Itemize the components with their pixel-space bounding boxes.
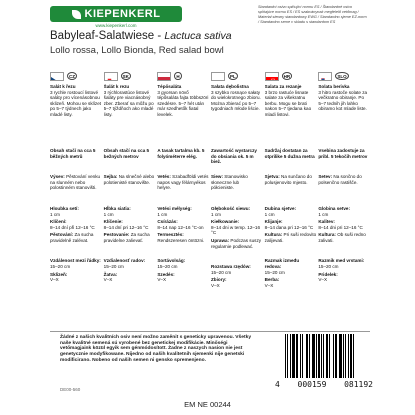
description-block: [50, 84, 102, 146]
spacing-label: Rozstawa rzędów:: [211, 263, 251, 269]
ean-right-group: 081192: [344, 380, 373, 389]
lang-description: 3 rychle rostoucí listové saláty pro vícenásobnou sklizeň. Mohou se sklízet po 5–7 týdnech jako mladé listy.: [50, 89, 102, 117]
germination-value: 8–14 dni w temp. 12–16 °C: [211, 224, 261, 236]
sowing-section: [50, 174, 102, 204]
contents-text: A tasak tartalma kb. 5 folyóméterre elég.: [157, 148, 205, 159]
flag-cz-icon: [50, 72, 64, 81]
sowing-section: [318, 174, 370, 204]
column-sk: [104, 84, 156, 288]
flag-hr-icon: [265, 72, 279, 81]
germination-value: 8–14 dní při 12–16 °C: [50, 224, 95, 230]
column-pl: [211, 84, 263, 288]
variety-list: Lollo rossa, Lollo Bionda, Red salad bowl: [50, 45, 224, 56]
germination-section: [157, 219, 209, 230]
country-code: SLO: [337, 73, 347, 79]
germination-label: Klíčení:: [50, 219, 67, 225]
spacing-label: Vzdálenost mezi řádky:: [50, 258, 101, 264]
harvest-value: V–X: [50, 277, 59, 283]
standard-seed-text: Standardní osivo splňující normu ES / Štandardné osivo spĺňajúce normu ES / ES szabványnak megfelelő vetőmag / Materiał siewny standardowy EWG / Standardno sjeme EZ-norm / Standardno seme v skladu s standardom ES: [258, 5, 367, 24]
sowing-label: Sjetva:: [264, 174, 280, 179]
spacing-value: 15–20 cm: [50, 263, 71, 269]
spacing-section: [157, 258, 209, 269]
sowing-label: Setev:: [318, 174, 333, 179]
column-hr: [265, 84, 317, 288]
harvest-section: [318, 272, 370, 283]
care-section: [157, 232, 209, 256]
contents-text: Obsah stačí na cca 5 bežných metrov: [103, 148, 150, 159]
spacing-section: [265, 258, 317, 275]
lang-product-name: Solata berivka: [318, 84, 350, 89]
lang-description: 3 hitro rastoče solate za večkratno obiranje. Po 5–7 tednih jih lahko obiramo kot mlade liste.: [318, 89, 368, 112]
contents-text: Vsebina zadostuje za pribl. 5 tekočih metrov: [318, 148, 368, 159]
logo-badge: [50, 6, 182, 22]
care-label: Uprawa:: [211, 237, 230, 243]
depth-section: [50, 206, 102, 217]
spacing-section: [211, 264, 263, 275]
flag-cell-hr: [265, 70, 317, 82]
language-flags-row: [50, 70, 370, 82]
flag-cell-si: [318, 70, 370, 82]
germination-section: [265, 219, 317, 230]
sowing-section: [265, 174, 317, 204]
flag-si-icon: [318, 72, 332, 81]
sowing-text: Na sončno do polsenčno rastišče.: [318, 174, 362, 185]
depth-label: Dubina sjetve:: [264, 206, 297, 211]
care-text: Pri suši redovito zalijevati.: [264, 232, 317, 243]
flag-cell-cz: [50, 70, 102, 82]
harvest-label: Žatva:: [103, 271, 118, 277]
harvest-label: Zbiory:: [211, 277, 227, 283]
lang-product-name: Sałata dębolistna: [211, 84, 249, 89]
spacing-label: Razmak između redova:: [264, 258, 300, 269]
germination-section: [104, 219, 156, 230]
germination-value: 8–14 dní pri 12–16 °C: [103, 224, 149, 230]
care-text: Podczas suszy regularnie podlewać.: [211, 237, 262, 249]
country-code: HR: [283, 73, 291, 79]
barcode-bars: [285, 334, 371, 378]
description-block: [211, 84, 263, 146]
care-label: Kultura:: [318, 232, 336, 238]
harvest-label: Szedés:: [157, 271, 175, 277]
harvest-label: Pridelek:: [318, 271, 338, 277]
description-block: [104, 84, 156, 146]
barcode-bar: [354, 334, 357, 378]
latin-name: Lactuca sativa: [164, 30, 232, 42]
care-text: Za sucha pravidelně zalévat.: [50, 232, 94, 243]
harvest-value: V–X: [157, 277, 167, 283]
germination-label: Kiełkowanie:: [211, 219, 240, 225]
contents-text: Zawartość wystarczy do obsiania ok. 5 m bież.: [211, 148, 257, 165]
harvest-value: V–X: [211, 282, 220, 288]
flag-sk-icon: [104, 72, 118, 81]
spacing-section: [104, 258, 156, 269]
ean-left-group: 000159: [297, 380, 327, 389]
spacing-value: 15–20 cm: [318, 263, 339, 269]
leaf-icon: [72, 10, 81, 19]
germination-value: 8–14 nap 12–16 °C-on: [157, 224, 204, 230]
depth-value: 1 cm: [211, 211, 221, 217]
sowing-label: Vetés:: [157, 174, 171, 179]
sowing-section: [211, 174, 263, 204]
contents-text: Sadržaj dostatan za otprilike 5 dužna metra: [264, 148, 315, 159]
sowing-label: Výsev:: [50, 174, 65, 179]
depth-label: Globina setve:: [318, 206, 350, 211]
germination-section: [50, 219, 102, 230]
ean-digits: [275, 380, 373, 389]
sowing-label: Siew:: [211, 174, 223, 179]
spacing-section: [318, 258, 370, 269]
spacing-value: 15–20 cm: [103, 263, 124, 269]
ean-barcode: [275, 332, 373, 390]
lang-description: 3 rýchlorastúce listové šaláty pre viacnásobný zber. Zberať sa môžu po 5–7 týždňoch ako mladé listy.: [103, 89, 154, 117]
care-label: Kultura:: [264, 232, 283, 238]
germination-label: Klíčenie:: [103, 219, 123, 225]
column-hu: [157, 84, 209, 288]
depth-section: [157, 206, 209, 217]
sowing-text: Na sunčano do polusjenovito mjesto.: [264, 174, 312, 185]
gmo-notice: Žádné z našich kvalitních osiv není možno zaměnit s geneticky upravenou. Všetky naše kvalitné semená sú vyrobené bez genetickej modifikácie. Minőségi vetőmagjaink közül egyik sem génmódosított. Żadne z naszych nasion nie jest genetycznie modyfikowane. Nijedno od naših kvalitetnih sjemenki nije genetski modificirano. Nobeno od naših semen ni gensko spremenjeno.: [60, 335, 252, 363]
germination-label: Kalitev:: [318, 219, 335, 225]
depth-value: 1 cm: [318, 211, 329, 217]
brand-name: KIEPENKERL: [84, 8, 161, 20]
flag-cell-hu: [157, 70, 209, 82]
country-code: PL: [230, 73, 236, 79]
harvest-label: Berba:: [264, 277, 280, 283]
harvest-section: [157, 272, 209, 283]
sowing-text: Stanowisko słoneczne lub półcieniste.: [211, 174, 248, 191]
spacing-value: 15–20 cm: [157, 263, 178, 269]
depth-value: 1 cm: [50, 211, 60, 217]
depth-label: Vetési mélység:: [157, 206, 192, 211]
harvest-value: V–X: [103, 277, 113, 283]
brand-logo: [50, 6, 182, 29]
depth-label: Hloubka setí:: [50, 206, 79, 211]
spacing-value: 15–20 cm: [211, 269, 232, 275]
depth-label: Hĺbka siatia:: [103, 206, 131, 211]
contents-text: Obsah stačí na cca 5 běžných metrů: [50, 148, 96, 159]
country-code: SK: [122, 73, 129, 79]
care-label: Pěstování:: [50, 232, 74, 238]
harvest-section: [50, 272, 102, 283]
country-code: CZ: [69, 73, 75, 79]
harvest-section: [104, 272, 156, 283]
flag-hu-icon: [157, 72, 171, 81]
depth-section: [318, 206, 370, 217]
harvest-value: V–X: [318, 277, 328, 283]
em-code: EM NE 00244: [184, 400, 231, 409]
column-cz: [50, 84, 102, 288]
care-section: [104, 232, 156, 256]
brand-url: www.kiepenkerl.com: [95, 23, 137, 28]
care-label: Termesztés:: [157, 232, 184, 238]
description-block: [157, 84, 209, 146]
germination-section: [211, 219, 263, 236]
care-section: [50, 232, 102, 256]
germination-value: 8–14 dni pri 12–16 °C: [318, 224, 363, 230]
column-si: [318, 84, 370, 288]
depth-value: 1 cm: [103, 211, 114, 217]
harvest-value: V–X: [264, 282, 274, 288]
germination-section: [318, 219, 370, 230]
lang-description: 3 gyorsan növő tépősaláta fajta többszöri szedésre. 5–7 hét után már szedhetők fiatal levelek.: [157, 89, 209, 117]
care-text: Za sucha pravidelne zalievať.: [103, 232, 150, 243]
spacing-section: [50, 258, 102, 269]
depth-value: 1 cm: [157, 211, 168, 217]
harvest-label: Sklizeň:: [50, 271, 68, 277]
sowing-label: Sejba:: [103, 174, 118, 179]
country-code: H: [176, 73, 180, 79]
lang-description: 3 szybko rosnące sałaty do wielokrotnego zbioru. Można zbierać po 5–7 tygodniach młode liście.: [211, 89, 261, 112]
depth-section: [265, 206, 317, 217]
spacing-label: Razmik med vrstami:: [318, 258, 365, 264]
spacing-label: Sortávolság:: [157, 258, 186, 264]
lang-product-name: Šalát k rezu: [103, 84, 130, 89]
lang-product-name: Salát k řezu: [50, 84, 76, 89]
product-title: [50, 30, 232, 42]
flag-pl-icon: [211, 72, 225, 81]
product-code: DE00-560: [60, 387, 81, 392]
care-section: [318, 232, 370, 256]
germination-label: Csírázás:: [157, 219, 178, 225]
lang-description: 3 brzo rastuće lisnate salate za višekratnu berbu. Mogu se brati nakon 5–7 tjedana kao mladi listovi.: [264, 89, 312, 117]
harvest-section: [211, 277, 263, 288]
flag-cell-pl: [211, 70, 263, 82]
care-label: Pestovanie:: [103, 232, 130, 238]
sowing-section: [157, 174, 209, 204]
depth-section: [211, 206, 263, 217]
spacing-label: Vzdialenosť radov:: [103, 258, 146, 264]
product-name: Babyleaf-Salatwiese -: [50, 30, 165, 42]
care-section: [211, 238, 263, 262]
sowing-text: Na slnečné alebo polotienisté stanovište.: [103, 174, 155, 185]
sowing-text: Pěstování venku na slunném nebo polostinném stanovišti.: [50, 174, 101, 191]
care-text: Rendszeresen öntözni.: [157, 237, 205, 243]
depth-section: [104, 206, 156, 217]
germination-value: 8–14 dana pri 12–16 °C: [264, 224, 314, 230]
care-text: Ob suši redno zalivati.: [318, 232, 366, 243]
sowing-section: [104, 174, 156, 204]
description-block: [265, 84, 317, 146]
harvest-section: [265, 277, 317, 288]
flag-cell-sk: [104, 70, 156, 82]
care-section: [265, 232, 317, 256]
sowing-text: Szabadföldi vetés napos vagy félárnyékos helyre.: [157, 174, 209, 191]
germination-label: Klijanje:: [264, 219, 283, 225]
spacing-value: 15–20 cm: [264, 269, 285, 275]
depth-label: Głębokość siewu:: [211, 206, 251, 211]
depth-value: 1 cm: [264, 211, 275, 217]
description-block: [318, 84, 370, 146]
lang-product-name: Tépősaláta: [157, 84, 182, 89]
lang-product-name: Salata za rezanje: [264, 84, 302, 89]
ean-lead-digit: 4: [275, 380, 280, 389]
language-columns: [50, 84, 370, 288]
